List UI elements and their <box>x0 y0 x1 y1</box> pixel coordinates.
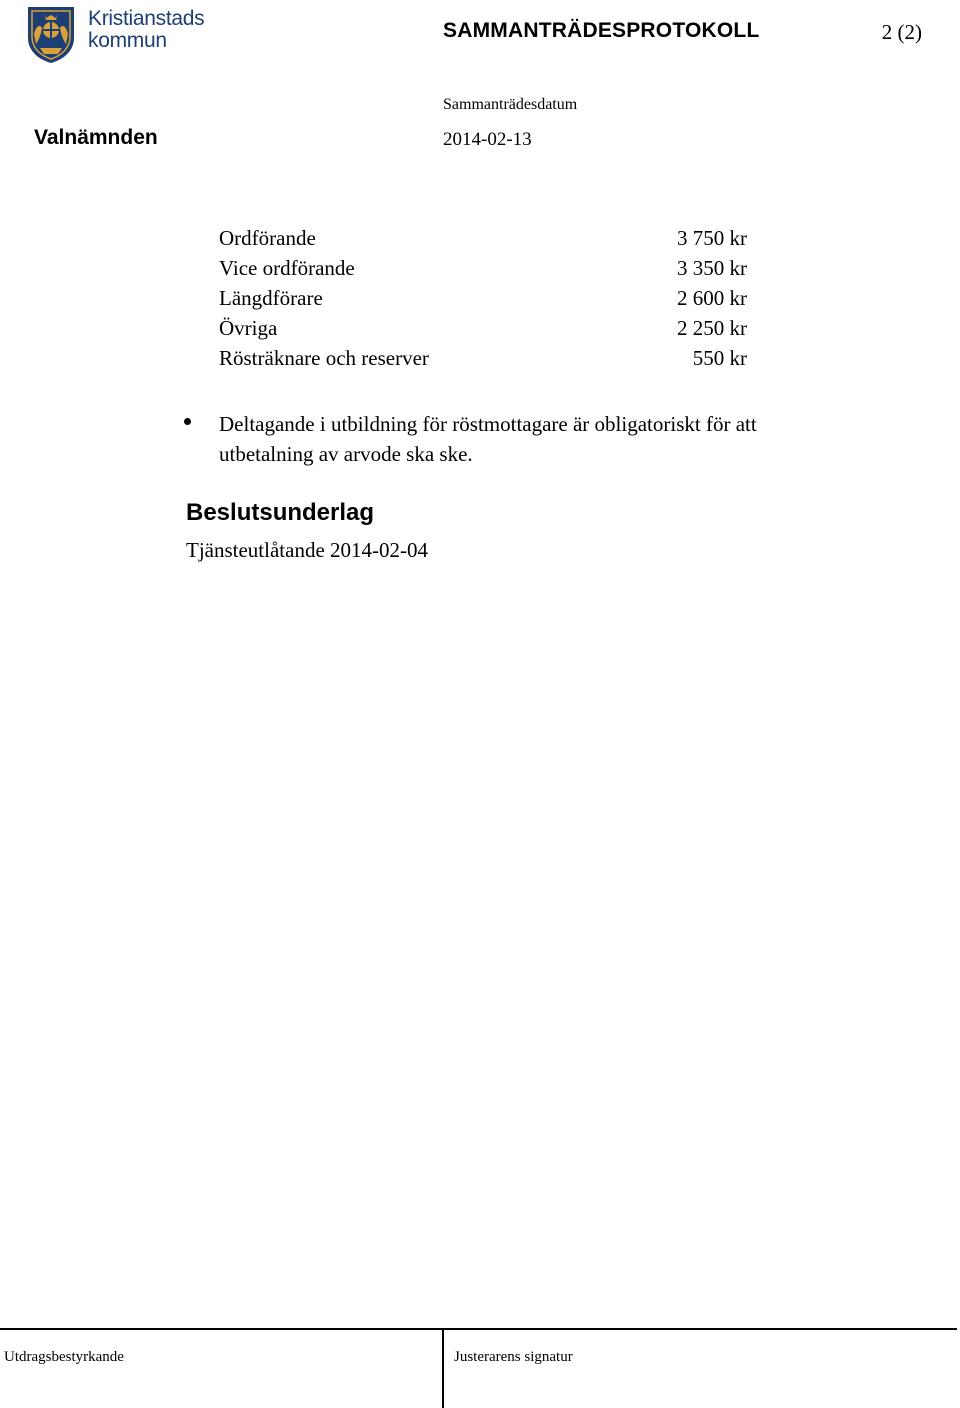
bullet-point-icon <box>184 418 191 425</box>
fee-role: Vice ordförande <box>219 256 355 280</box>
page-number: 2 (2) <box>881 20 922 44</box>
fee-role: Längdförare <box>219 286 323 310</box>
fee-role: Övriga <box>219 316 278 340</box>
training-requirement-text: Deltagande i utbildning för röstmottagare är obligatoriskt för att utbetalning av arvode ska ske. <box>219 412 757 466</box>
footer-signature-label: Justerarens signatur <box>454 1349 573 1365</box>
logo-wordmark <box>88 8 204 52</box>
document-type-title: SAMMANTRÄDESPROTOKOLL <box>443 19 760 42</box>
fee-amount: 3 750 kr <box>677 226 747 250</box>
municipality-logo <box>26 4 216 64</box>
logo-text-line1: Kristianstads <box>88 7 205 30</box>
fee-amount: 3 350 kr <box>677 256 747 280</box>
fee-role: Ordförande <box>219 226 316 250</box>
fee-table <box>219 223 747 373</box>
meeting-date-value: 2014-02-13 <box>443 129 532 150</box>
footer-divider <box>442 1328 444 1408</box>
footer-certification-label: Utdragsbestyrkande <box>4 1349 124 1365</box>
coat-of-arms-icon <box>26 4 76 64</box>
fee-row <box>219 343 747 373</box>
logo-text-line2: kommun <box>88 29 167 52</box>
meeting-date-label: Sammanträdesdatum <box>443 96 578 113</box>
fee-row <box>219 223 747 253</box>
organization-name: Valnämnden <box>34 126 158 149</box>
basis-item: Tjänsteutlåtande 2014-02-04 <box>186 538 429 562</box>
footer-rule <box>0 1328 957 1330</box>
section-heading-basis: Beslutsunderlag <box>186 499 375 526</box>
fee-row <box>219 313 747 343</box>
fee-amount: 550 kr <box>692 346 747 370</box>
fee-row <box>219 253 747 283</box>
fee-amount: 2 250 kr <box>677 316 747 340</box>
fee-role: Rösträknare och reserver <box>219 346 429 370</box>
fee-row <box>219 283 747 313</box>
fee-amount: 2 600 kr <box>677 286 747 310</box>
